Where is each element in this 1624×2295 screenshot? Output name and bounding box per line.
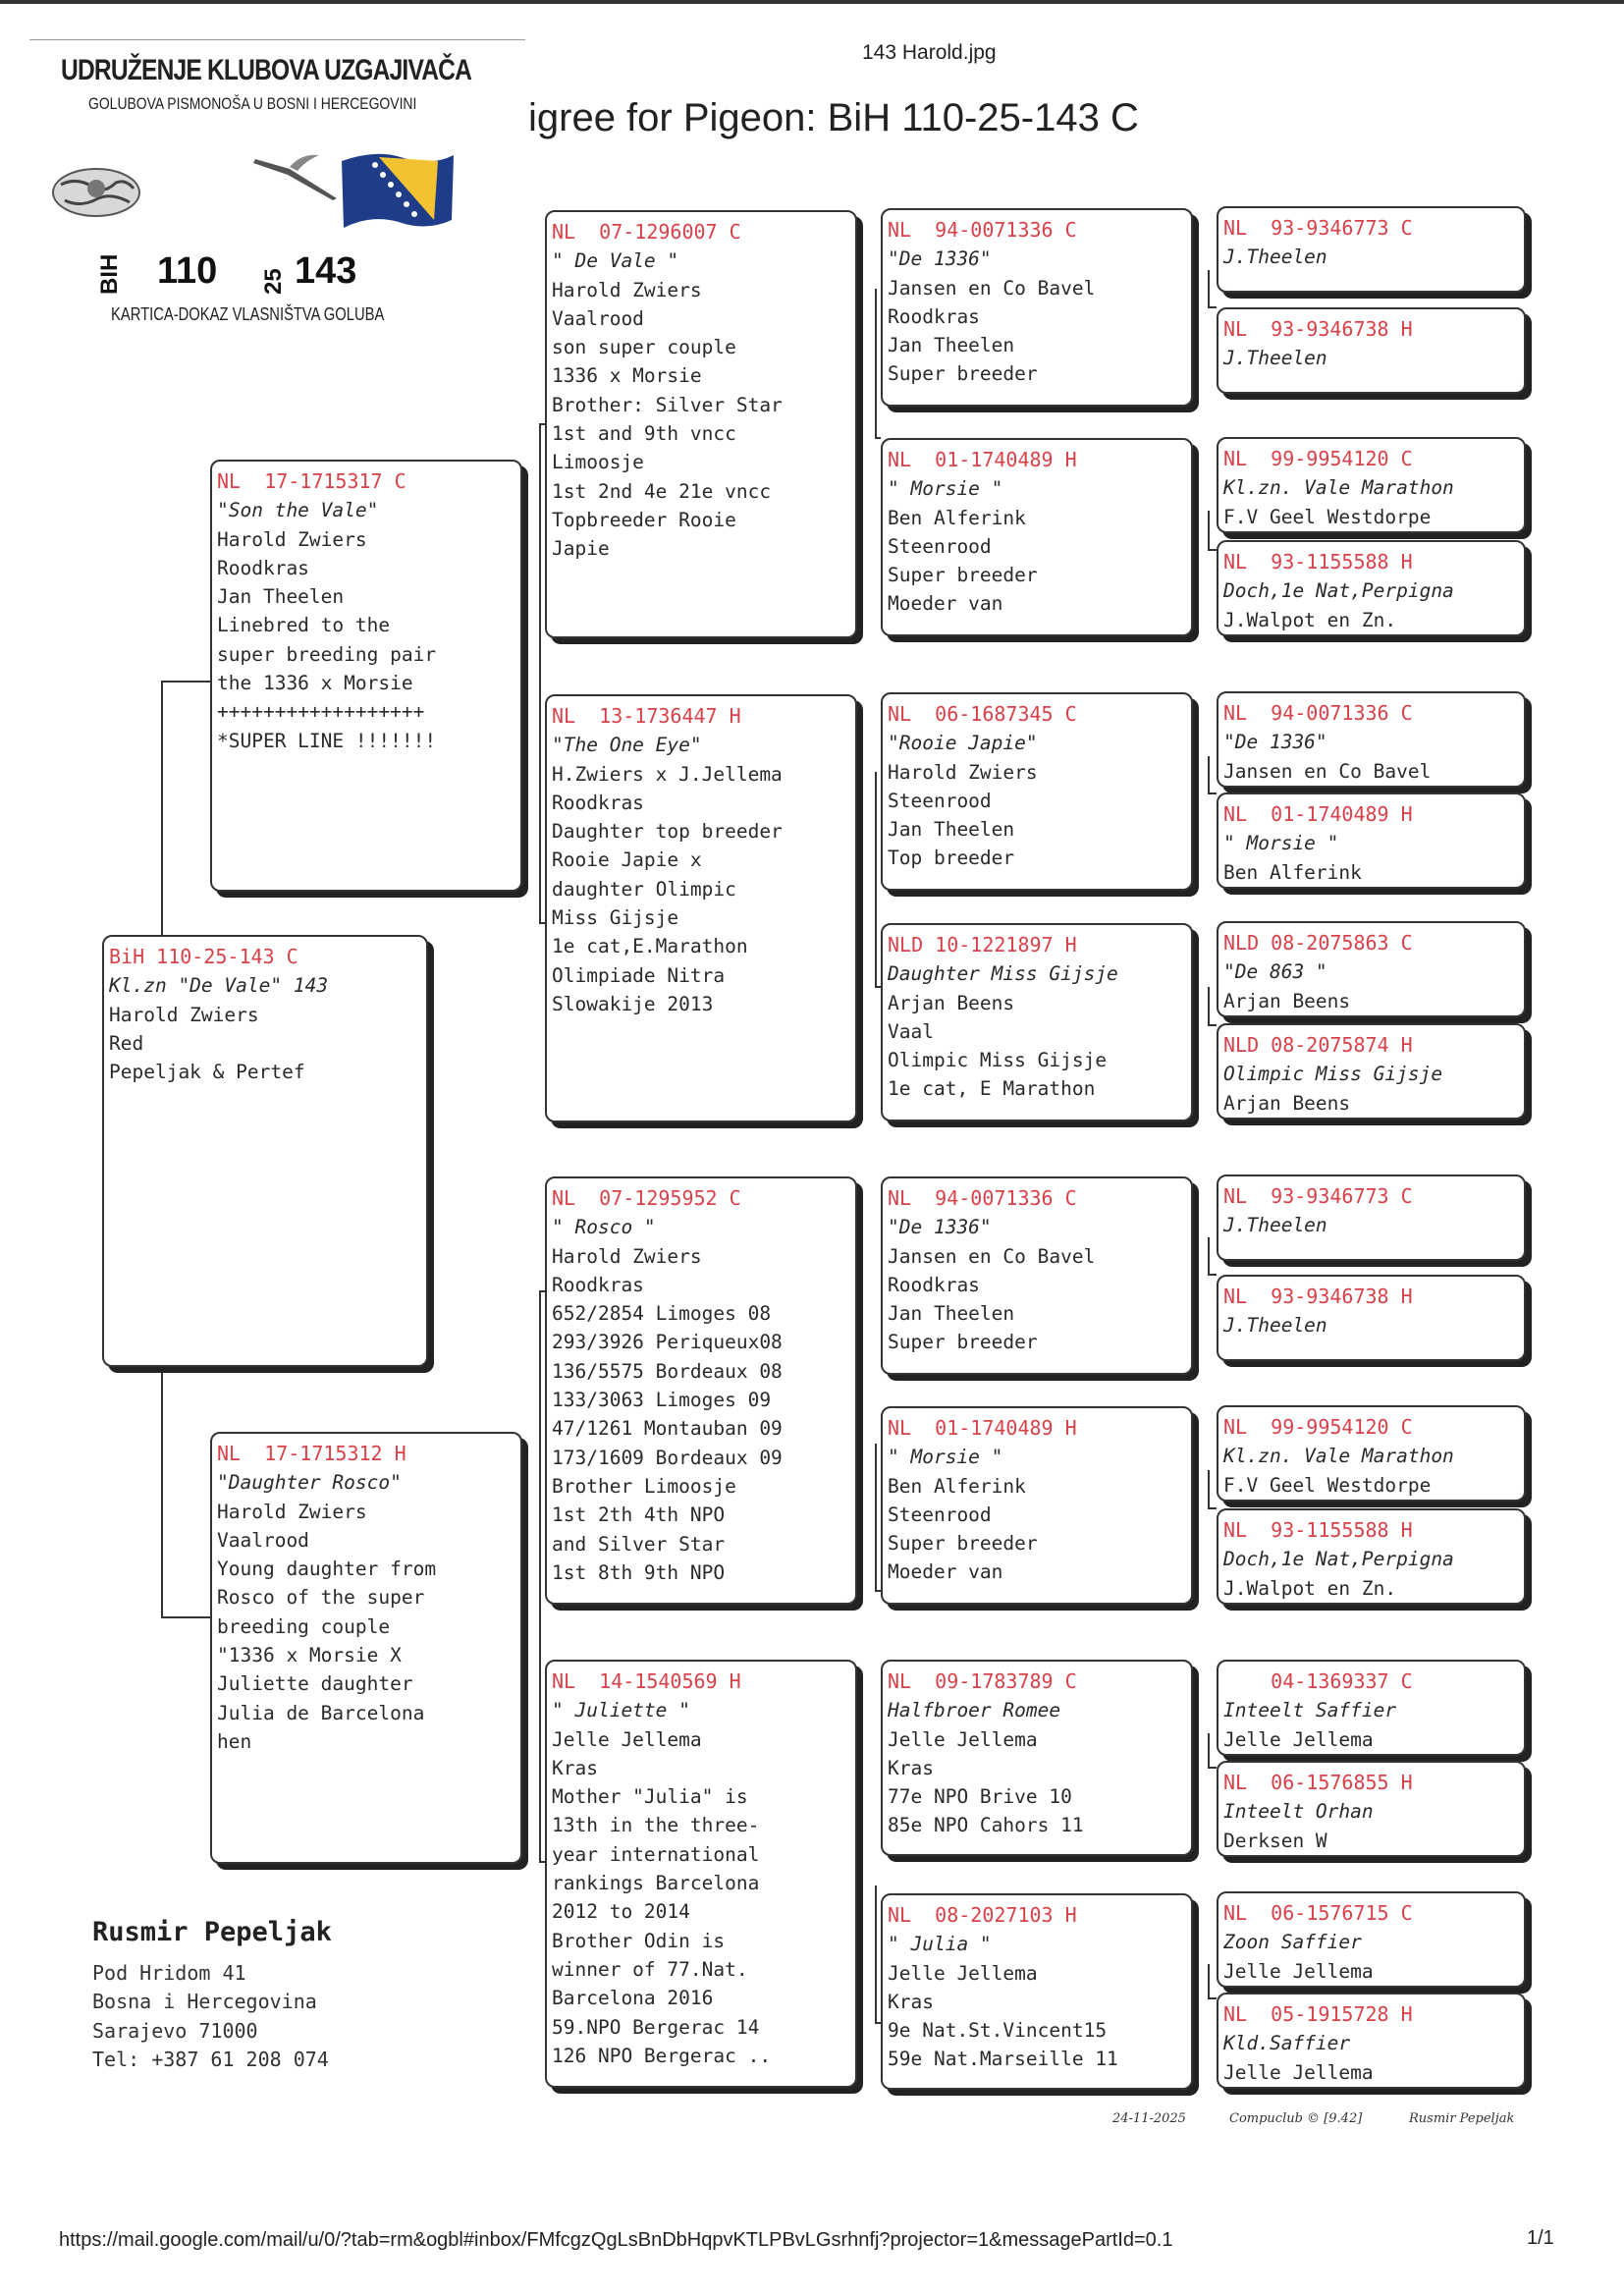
detail-line: Inteelt Orhan xyxy=(1223,1800,1374,1824)
ring-number: NLD 08-2075874 H xyxy=(1223,1033,1413,1057)
detail-line: 2012 to 2014 xyxy=(552,1900,690,1924)
owner-address-line: Pod Hridom 41 xyxy=(92,1961,246,1985)
detail-line: Linebred to the xyxy=(217,614,391,637)
detail-line: Topbreeder Rooie xyxy=(552,508,736,531)
ring-number: NL 09-1783789 C xyxy=(888,1669,1077,1693)
ring-number: NL 06-1687345 C xyxy=(888,702,1077,726)
sire-card[interactable] xyxy=(210,460,522,892)
detail-line: "The One Eye" xyxy=(552,734,702,757)
detail-line: Kl.zn "De Vale" 143 xyxy=(109,974,329,998)
detail-line: Pepeljak & Pertef xyxy=(109,1061,305,1084)
ring-number: NL 14-1540569 H xyxy=(552,1669,741,1693)
owner-address-line: Bosna i Hercegovina xyxy=(92,1990,317,2013)
ring-number: NL 05-1915728 H xyxy=(1223,2002,1413,2026)
detail-line: Harold Zwiers xyxy=(552,1244,702,1268)
detail-line: Red xyxy=(109,1031,144,1055)
detail-line: "De 1336" xyxy=(1223,731,1327,754)
ring-number: NL 93-9346773 C xyxy=(1223,1184,1413,1208)
ring-number: NL 06-1576855 H xyxy=(1223,1771,1413,1794)
detail-line: Super breeder xyxy=(888,564,1038,587)
detail-line: rankings Barcelona xyxy=(552,1872,760,1895)
gen4-card[interactable] xyxy=(1217,1275,1526,1361)
ring-number: NL 93-9346773 C xyxy=(1223,216,1413,240)
detail-line: 126 NPO Bergerac .. xyxy=(552,2044,772,2067)
ring-number: NL 17-1715312 H xyxy=(217,1442,406,1465)
detail-line: 1336 x Morsie xyxy=(552,364,702,388)
club-subtitle: GOLUBOVA PISMONOŠA U BOSNI I HERCEGOVINI xyxy=(88,94,417,113)
software-credit: Compuclub © [9.42] xyxy=(1229,2111,1363,2126)
gen4-card[interactable] xyxy=(1217,921,1526,1017)
detail-line: Brother: Silver Star xyxy=(552,393,783,416)
ring-number: NL 93-1155588 H xyxy=(1223,1518,1413,1542)
detail-line: Miss Gijsje xyxy=(552,906,679,930)
detail-line: Kl.zn. Vale Marathon xyxy=(1223,476,1454,500)
detail-line: *SUPER LINE !!!!!!! xyxy=(217,729,437,752)
page-url: https://mail.google.com/mail/u/0/?tab=rm&ogbl#inbox/FMfcgzQgLsBnDbHqpvKTLPBvLGsrhnfj?projector=1&messagePartId=0.1 xyxy=(59,2229,1173,2251)
gen4-card[interactable] xyxy=(1217,1405,1526,1502)
detail-line: Ben Alferink xyxy=(888,506,1026,529)
detail-line: Jan Theelen xyxy=(888,818,1015,842)
detail-line: Roodkras xyxy=(552,1273,644,1296)
detail-line: super breeding pair xyxy=(217,642,437,666)
detail-line: 77e NPO Brive 10 xyxy=(888,1785,1072,1809)
gen4-card[interactable] xyxy=(1217,1023,1526,1120)
page-number: 1/1 xyxy=(1527,2227,1554,2249)
club-name: UDRUŽENJE KLUBOVA UZGAJIVAČA xyxy=(61,54,472,86)
detail-line: 136/5575 Bordeaux 08 xyxy=(552,1359,783,1383)
grandparent-card[interactable] xyxy=(545,694,857,1122)
detail-line: Steenrood xyxy=(888,534,992,558)
detail-line: 9e Nat.St.Vincent15 xyxy=(888,2019,1108,2043)
detail-line: Super breeder xyxy=(888,362,1038,386)
dam-card[interactable] xyxy=(210,1432,522,1864)
detail-line: Arjan Beens xyxy=(1223,989,1351,1012)
detail-line: Super breeder xyxy=(888,1532,1038,1556)
ring-number: NL 99-9954120 C xyxy=(1223,1415,1413,1439)
detail-line: Julia de Barcelona xyxy=(217,1701,425,1724)
ring-number: NL 01-1740489 H xyxy=(1223,802,1413,826)
detail-line: Barcelona 2016 xyxy=(552,1987,714,2010)
gen4-card[interactable] xyxy=(1217,437,1526,533)
ring-number-b: 143 xyxy=(295,250,357,292)
detail-line: Kras xyxy=(888,1756,934,1779)
detail-line: 1e cat,E.Marathon xyxy=(552,935,748,958)
gen4-card[interactable] xyxy=(1217,691,1526,788)
detail-line: Young daughter from xyxy=(217,1557,437,1581)
detail-line: Roodkras xyxy=(217,556,309,579)
page-title: igree for Pigeon: BiH 110-25-143 C xyxy=(528,96,1139,139)
detail-line: Rosco of the super xyxy=(217,1586,425,1610)
detail-line: Inteelt Saffier xyxy=(1223,1699,1397,1722)
grandparent-card[interactable] xyxy=(545,1176,857,1605)
great-grandparent-card[interactable] xyxy=(881,438,1193,636)
ring-number: NL 01-1740489 H xyxy=(888,448,1077,471)
detail-line: "De 1336" xyxy=(888,1216,992,1239)
detail-line: Roodkras xyxy=(552,791,644,814)
detail-line: " Morsie " xyxy=(1223,832,1339,855)
detail-line: F.V Geel Westdorpe xyxy=(1223,505,1432,528)
great-grandparent-card[interactable] xyxy=(881,1176,1193,1375)
detail-line: 1st 2th 4th NPO xyxy=(552,1503,726,1527)
detail-line: "Daughter Rosco" xyxy=(217,1471,402,1495)
gen4-card[interactable] xyxy=(1217,792,1526,889)
detail-line: "De 863 " xyxy=(1223,960,1327,984)
gen4-card[interactable] xyxy=(1217,1508,1526,1605)
detail-line: Mother "Julia" is xyxy=(552,1785,748,1809)
great-grandparent-card[interactable] xyxy=(881,692,1193,891)
great-grandparent-card[interactable] xyxy=(881,1406,1193,1605)
detail-line: Jelle Jellema xyxy=(1223,1959,1374,1983)
detail-line: H.Zwiers x J.Jellema xyxy=(552,762,783,786)
ring-year: 25 xyxy=(260,268,287,295)
ownership-card-label: KARTICA-DOKAZ VLASNIŠTVA GOLUBA xyxy=(111,304,385,324)
detail-line: 293/3926 Periqueux08 xyxy=(552,1331,783,1354)
print-date: 24-11-2025 xyxy=(1112,2111,1186,2126)
ring-number: NL 93-9346738 H xyxy=(1223,317,1413,341)
detail-line: Daughter Miss Gijsje xyxy=(888,962,1118,986)
detail-line: " Morsie " xyxy=(888,1446,1003,1469)
ring-number: NL 99-9954120 C xyxy=(1223,447,1413,470)
detail-line: hen xyxy=(217,1729,252,1753)
detail-line: 652/2854 Limoges 08 xyxy=(552,1302,772,1326)
detail-line: Slowakije 2013 xyxy=(552,992,714,1015)
detail-line: Jan Theelen xyxy=(888,334,1015,357)
detail-line: Jelle Jellema xyxy=(888,1727,1038,1751)
detail-line: Roodkras xyxy=(888,1273,980,1296)
detail-line: Moeder van xyxy=(888,592,1003,616)
detail-line: Jan Theelen xyxy=(217,585,345,609)
detail-line: F.V Geel Westdorpe xyxy=(1223,1473,1432,1497)
ring-number: NL 93-1155588 H xyxy=(1223,550,1413,574)
detail-line: 85e NPO Cahors 11 xyxy=(888,1814,1084,1837)
ring-number: NL 94-0071336 C xyxy=(888,1186,1077,1210)
grandparent-card[interactable] xyxy=(545,1660,857,2088)
ring-number: NL 13-1736447 H xyxy=(552,704,741,728)
detail-line: Limoosje xyxy=(552,451,644,474)
detail-line: Derksen W xyxy=(1223,1829,1327,1852)
detail-line: Super breeder xyxy=(888,1331,1038,1354)
ring-number: NL 94-0071336 C xyxy=(888,218,1077,242)
detail-line: " Julia " xyxy=(888,1933,992,1956)
detail-line: Jelle Jellema xyxy=(552,1727,702,1751)
gen4-card[interactable] xyxy=(1217,540,1526,636)
great-grandparent-card[interactable] xyxy=(881,1893,1193,2090)
detail-line: winner of 77.Nat. xyxy=(552,1957,748,1981)
footer-owner: Rusmir Pepeljak xyxy=(1409,2111,1515,2126)
detail-line: Kras xyxy=(888,1990,934,2013)
detail-line: Zoon Saffier xyxy=(1223,1931,1362,1954)
great-grandparent-card[interactable] xyxy=(881,923,1193,1121)
detail-line: 1st 8th 9th NPO xyxy=(552,1560,726,1584)
ring-number: NL 06-1576715 C xyxy=(1223,1901,1413,1925)
detail-line: 59e Nat.Marseille 11 xyxy=(888,2048,1118,2071)
detail-line: 133/3063 Limoges 09 xyxy=(552,1389,772,1412)
detail-line: "Rooie Japie" xyxy=(888,732,1038,755)
detail-line: Jelle Jellema xyxy=(888,1961,1038,1985)
gen4-card[interactable] xyxy=(1217,206,1526,293)
detail-line: "1336 x Morsie X xyxy=(217,1644,402,1667)
detail-line: Ben Alferink xyxy=(1223,860,1362,884)
owner-name: Rusmir Pepeljak xyxy=(92,1917,332,1947)
detail-line: Harold Zwiers xyxy=(888,760,1038,784)
detail-line: Daughter top breeder xyxy=(552,820,783,844)
ring-country-code: BIH xyxy=(96,253,123,295)
detail-line: 47/1261 Montauban 09 xyxy=(552,1417,783,1441)
detail-line: daughter Olimpic xyxy=(552,877,736,901)
detail-line: Doch,1e Nat,Perpigna xyxy=(1223,1548,1454,1571)
owner-phone: Tel: +387 61 208 074 xyxy=(92,2048,329,2071)
detail-line: Brother Limoosje xyxy=(552,1474,736,1498)
detail-line: Harold Zwiers xyxy=(217,1500,367,1523)
detail-line: Vaalrood xyxy=(552,306,644,330)
detail-line: J.Theelen xyxy=(1223,1214,1327,1237)
detail-line: Jansen en Co Bavel xyxy=(1223,759,1432,783)
ring-number-a: 110 xyxy=(157,250,218,292)
detail-line: Kld.Saffier xyxy=(1223,2032,1351,2055)
detail-line: Olimpiade Nitra xyxy=(552,963,726,987)
detail-line: Jan Theelen xyxy=(888,1302,1015,1326)
ring-number: NL 07-1295952 C xyxy=(552,1186,741,1210)
detail-line: breeding couple xyxy=(217,1614,391,1638)
detail-line: Vaal xyxy=(888,1019,934,1043)
detail-line: Halfbroer Romee xyxy=(888,1699,1061,1722)
ring-number: NL 17-1715317 C xyxy=(217,469,406,493)
detail-line: 1st and 9th vncc xyxy=(552,422,736,446)
detail-line: Ben Alferink xyxy=(888,1474,1026,1498)
great-grandparent-card[interactable] xyxy=(881,208,1193,407)
detail-line: Olimpic Miss Gijsje xyxy=(888,1049,1108,1072)
detail-line: Arjan Beens xyxy=(1223,1091,1351,1115)
detail-line: ++++++++++++++++++ xyxy=(217,700,425,724)
detail-line: Jansen en Co Bavel xyxy=(888,1244,1096,1268)
detail-line: 13th in the three- xyxy=(552,1814,760,1837)
file-name: 143 Harold.jpg xyxy=(862,41,997,64)
detail-line: Japie xyxy=(552,537,610,561)
detail-line: " Morsie " xyxy=(888,477,1003,501)
detail-line: Roodkras xyxy=(888,304,980,328)
detail-line: Jelle Jellema xyxy=(1223,2060,1374,2084)
ring-number: NLD 08-2075863 C xyxy=(1223,931,1413,955)
grandparent-card[interactable] xyxy=(545,210,857,638)
detail-line: " Juliette " xyxy=(552,1699,690,1722)
gen4-card[interactable] xyxy=(1217,1993,1526,2089)
gen4-card[interactable] xyxy=(1217,307,1526,394)
detail-line: Steenrood xyxy=(888,789,992,812)
detail-line: Rooie Japie x xyxy=(552,848,702,872)
detail-line: 173/1609 Bordeaux 09 xyxy=(552,1446,783,1469)
detail-line: J.Theelen xyxy=(1223,347,1327,370)
detail-line: " Rosco " xyxy=(552,1216,656,1239)
ring-number: NL 94-0071336 C xyxy=(1223,701,1413,725)
detail-line: the 1336 x Morsie xyxy=(217,672,413,695)
detail-line: J.Theelen xyxy=(1223,1314,1327,1338)
detail-line: Doch,1e Nat,Perpigna xyxy=(1223,579,1454,603)
gen4-card[interactable] xyxy=(1217,1761,1526,1857)
ring-number: 04-1369337 C xyxy=(1223,1669,1413,1693)
great-grandparent-card[interactable] xyxy=(881,1660,1193,1856)
detail-line: Olimpic Miss Gijsje xyxy=(1223,1063,1443,1086)
detail-line: son super couple xyxy=(552,336,736,359)
detail-line: Harold Zwiers xyxy=(217,527,367,551)
detail-line: Kl.zn. Vale Marathon xyxy=(1223,1445,1454,1468)
detail-line: Jelle Jellema xyxy=(1223,1727,1374,1751)
gen4-card[interactable] xyxy=(1217,1660,1526,1756)
ring-number: BiH 110-25-143 C xyxy=(109,945,298,968)
subject-pigeon-card[interactable] xyxy=(102,935,428,1367)
detail-line: 1e cat, E Marathon xyxy=(888,1077,1096,1101)
detail-line: J.Walpot en Zn. xyxy=(1223,1576,1397,1600)
detail-line: 1st 2nd 4e 21e vncc xyxy=(552,479,772,503)
detail-line: Harold Zwiers xyxy=(552,278,702,301)
ring-number: NL 08-2027103 H xyxy=(888,1903,1077,1927)
detail-line: " De Vale " xyxy=(552,249,679,273)
detail-line: year international xyxy=(552,1842,760,1866)
detail-line: J.Walpot en Zn. xyxy=(1223,608,1397,631)
detail-line: Harold Zwiers xyxy=(109,1003,259,1026)
gen4-card[interactable] xyxy=(1217,1891,1526,1988)
detail-line: Vaalrood xyxy=(217,1528,309,1552)
detail-line: Brother Odin is xyxy=(552,1929,726,1952)
detail-line: "De 1336" xyxy=(888,247,992,271)
ring-number: NL 93-9346738 H xyxy=(1223,1284,1413,1308)
detail-line: J.Theelen xyxy=(1223,246,1327,269)
detail-line: Arjan Beens xyxy=(888,991,1015,1014)
detail-line: Kras xyxy=(552,1756,598,1779)
detail-line: Moeder van xyxy=(888,1560,1003,1584)
detail-line: Steenrood xyxy=(888,1503,992,1526)
detail-line: "Son the Vale" xyxy=(217,499,379,522)
ring-number: NL 07-1296007 C xyxy=(552,220,741,244)
ring-number: NLD 10-1221897 H xyxy=(888,933,1077,956)
owner-address-line: Sarajevo 71000 xyxy=(92,2019,258,2043)
detail-line: Juliette daughter xyxy=(217,1672,413,1696)
detail-line: 59.NPO Bergerac 14 xyxy=(552,2015,760,2039)
detail-line: Jansen en Co Bavel xyxy=(888,276,1096,300)
gen4-card[interactable] xyxy=(1217,1175,1526,1261)
detail-line: Top breeder xyxy=(888,847,1015,870)
detail-line: and Silver Star xyxy=(552,1532,726,1556)
ring-number: NL 01-1740489 H xyxy=(888,1416,1077,1440)
